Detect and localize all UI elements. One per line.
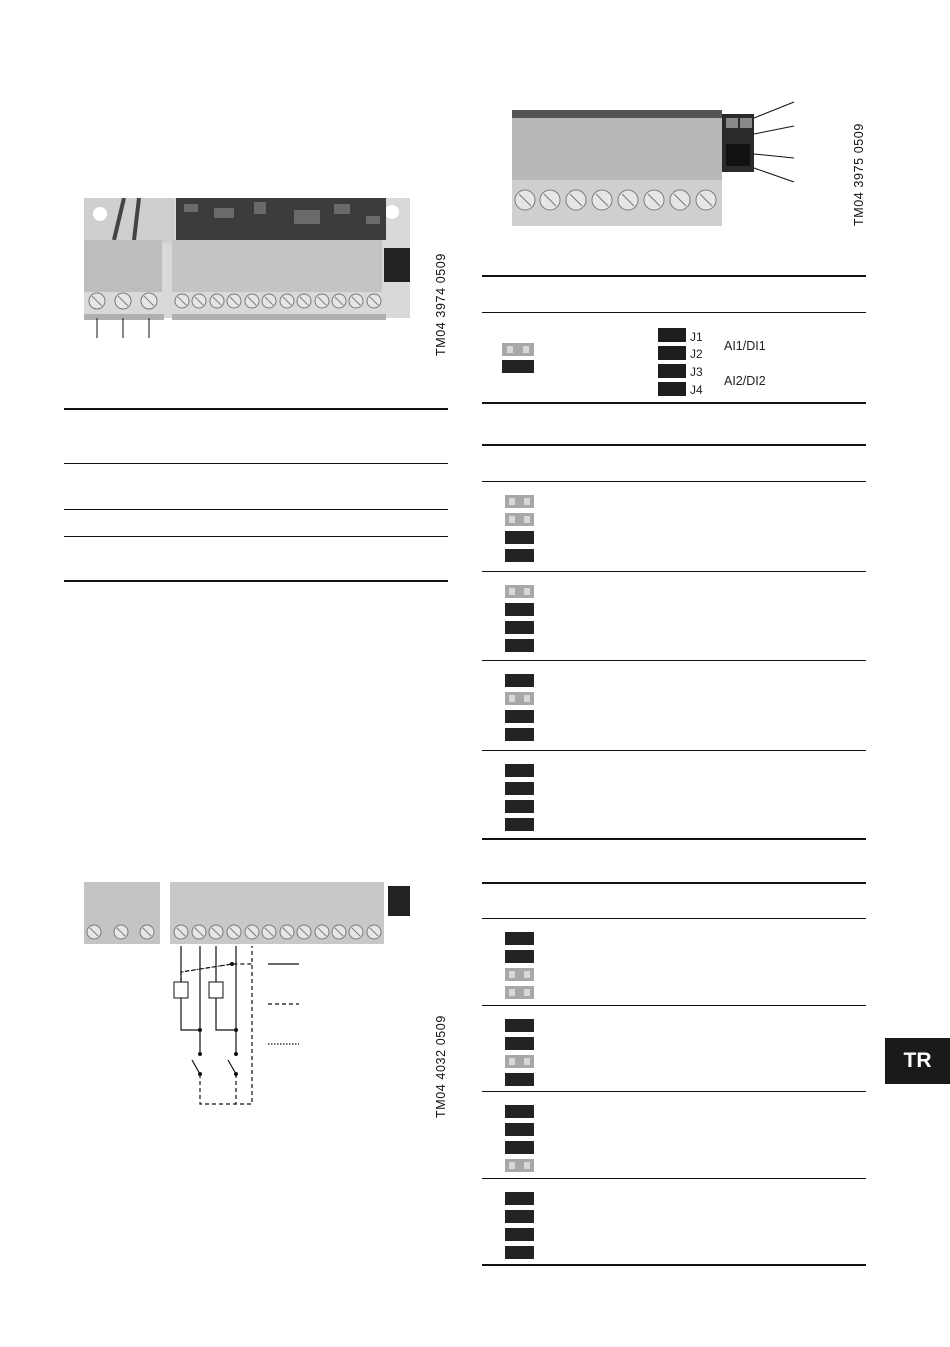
jumper-set (505, 585, 535, 660)
jumper-on (505, 603, 534, 616)
jumper-on (505, 1123, 534, 1136)
table-rule (482, 1005, 866, 1006)
table-rule (482, 402, 866, 404)
jumper-on (505, 531, 534, 544)
jumper-on (505, 1073, 534, 1086)
jumper-board-photo (512, 100, 802, 226)
table-rule (482, 275, 866, 277)
jumper-on (505, 782, 534, 795)
jumper-on (505, 1210, 534, 1223)
jumper-set (505, 1019, 535, 1094)
table-rule (482, 750, 866, 751)
table-rule (482, 882, 866, 884)
table-rule (482, 918, 866, 919)
jumper-set (505, 674, 535, 749)
figure-code-jumper-board: TM04 3975 0509 (852, 123, 866, 226)
jumper-on (505, 800, 534, 813)
table-rule (482, 312, 866, 313)
legend-jumper-pair (502, 343, 536, 380)
language-tab: TR (885, 1038, 950, 1084)
figure-code-wiring: TM04 4032 0509 (434, 1015, 448, 1118)
jumper-on (505, 764, 534, 777)
jumper-set (505, 495, 535, 570)
jumper-on (505, 1246, 534, 1259)
jumper-label-j2: J2 (690, 347, 703, 361)
table-rule (482, 660, 866, 661)
jumper-set (505, 1192, 535, 1267)
jumper-label-j3: J3 (690, 365, 703, 379)
jumper-on (505, 1019, 534, 1032)
table-rule (64, 580, 448, 582)
jumper-on (505, 1228, 534, 1241)
jumper-on (505, 639, 534, 652)
legend-jumper-stack (658, 328, 688, 401)
wiring-diagram (84, 882, 414, 1112)
jumper-set (505, 764, 535, 839)
table-rule (482, 571, 866, 572)
table-rule (482, 481, 866, 482)
control-board-photo (84, 198, 414, 338)
jumper-on (505, 932, 534, 945)
table-rule (482, 1178, 866, 1179)
jumper-on (505, 674, 534, 687)
jumper-on (505, 728, 534, 741)
table-rule (64, 536, 448, 537)
jumper-on (505, 818, 534, 831)
jumper-label-j4: J4 (690, 383, 703, 397)
table-rule (64, 408, 448, 410)
figure-code-board-top: TM04 3974 0509 (434, 253, 448, 356)
table-rule (482, 1091, 866, 1092)
jumper-on (505, 1141, 534, 1154)
table-rule (64, 463, 448, 464)
jumper-on (505, 710, 534, 723)
jumper-label-j1: J1 (690, 330, 703, 344)
group-label-ai2-di2: AI2/DI2 (724, 374, 766, 388)
jumper-on (505, 1037, 534, 1050)
table-rule (482, 1264, 866, 1266)
jumper-on (505, 1192, 534, 1205)
table-rule (482, 838, 866, 840)
jumper-on (505, 950, 534, 963)
jumper-on (505, 1105, 534, 1118)
table-rule (64, 509, 448, 510)
jumper-set (505, 932, 535, 1007)
group-label-ai1-di1: AI1/DI1 (724, 339, 766, 353)
jumper-on (505, 549, 534, 562)
table-rule (482, 444, 866, 446)
jumper-set (505, 1105, 535, 1180)
jumper-on (505, 621, 534, 634)
